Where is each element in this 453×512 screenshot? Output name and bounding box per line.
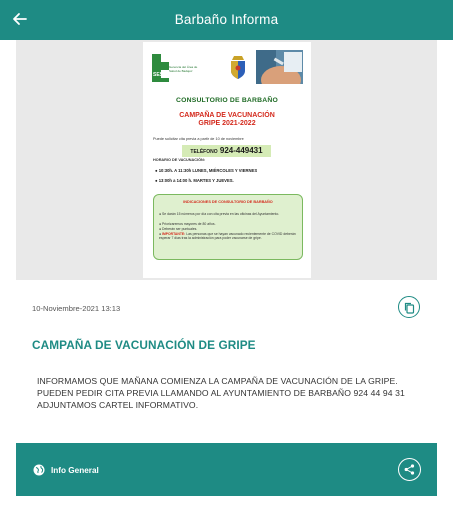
ses-logo-text: Gerencia del Área de Salud de Badajoz	[169, 65, 198, 73]
poster-phone	[182, 145, 271, 157]
poster-campaign-line2: GRIPE 2021-2022	[198, 120, 256, 128]
poster-hours-2: ● 13:00h a 14:00 h. MARTES Y JUEVES.	[155, 178, 234, 183]
news-card	[16, 40, 437, 496]
poster-indication-3: ● Deberán ser puntuales.	[159, 227, 198, 231]
poster-indications-title: INDICACIONES DE CONSULTORIO DE BARBAÑO	[183, 200, 273, 204]
post-title: CAMPAÑA DE VACUNACIÓN DE GRIPE	[32, 338, 256, 352]
poster-indications-box	[153, 194, 303, 260]
poster-hours-header: HORARIO DE VACUNACIÓN:	[153, 158, 206, 162]
vaccination-photo	[256, 50, 303, 84]
poster-indication-1: ● Se darán 15 números por día con cita previa en las oficinas del Ayuntamiento.	[159, 212, 280, 216]
town-crest-icon	[229, 54, 247, 80]
poster-title: CONSULTORIO DE BARBAÑO	[176, 97, 278, 104]
share-button[interactable]	[398, 458, 421, 481]
globe-icon	[33, 464, 45, 476]
poster-indication-2: ● Priorizaremos mayores de 80 años.	[159, 222, 216, 226]
ses-logo-abbr: SES	[153, 72, 164, 78]
vaccination-poster	[143, 42, 311, 278]
post-category[interactable]: Info General	[51, 466, 99, 475]
copy-button[interactable]	[398, 296, 420, 318]
poster-hours-1: ● 10:30h. A 11:30h LUNES, MIÉRCOLES Y VIERNES	[155, 168, 258, 173]
copy-icon	[404, 302, 415, 314]
app-title: Barbaño Informa	[174, 12, 279, 27]
poster-phone-label: TELÉFONO	[190, 149, 218, 155]
share-icon	[404, 464, 415, 475]
poster-phone-number: 924-449431	[219, 146, 263, 155]
post-image-area[interactable]	[16, 40, 437, 280]
poster-indication-4: ● IMPORTANTE: Las personas que se hayan vacunado recientemente de COVID deberán esperar 7 días tras la administración para poder vacunarse de gripe.	[159, 232, 296, 241]
poster-campaign-line1: CAMPAÑA DE VACUNACIÓN	[179, 112, 275, 119]
poster-request: Puede solicitar cita previa a partir de 10 de noviembre	[153, 137, 244, 141]
post-footer	[16, 443, 437, 496]
poster-campaign	[143, 112, 311, 128]
app-bar	[0, 0, 453, 40]
post-body: INFORMAMOS QUE MAÑANA COMIENZA LA CAMPAÑA DE VACUNACIÓN DE LA GRIPE. PUEDEN PEDIR CITA PREVIA LLAMANDO AL AYUNTAMIENTO DE BARBAÑO 924 44 94 31 ADJUNTAMOS CARTEL INFORMATIVO.	[37, 376, 405, 410]
post-date: 10-Noviembre-2021 13:13	[32, 304, 121, 313]
